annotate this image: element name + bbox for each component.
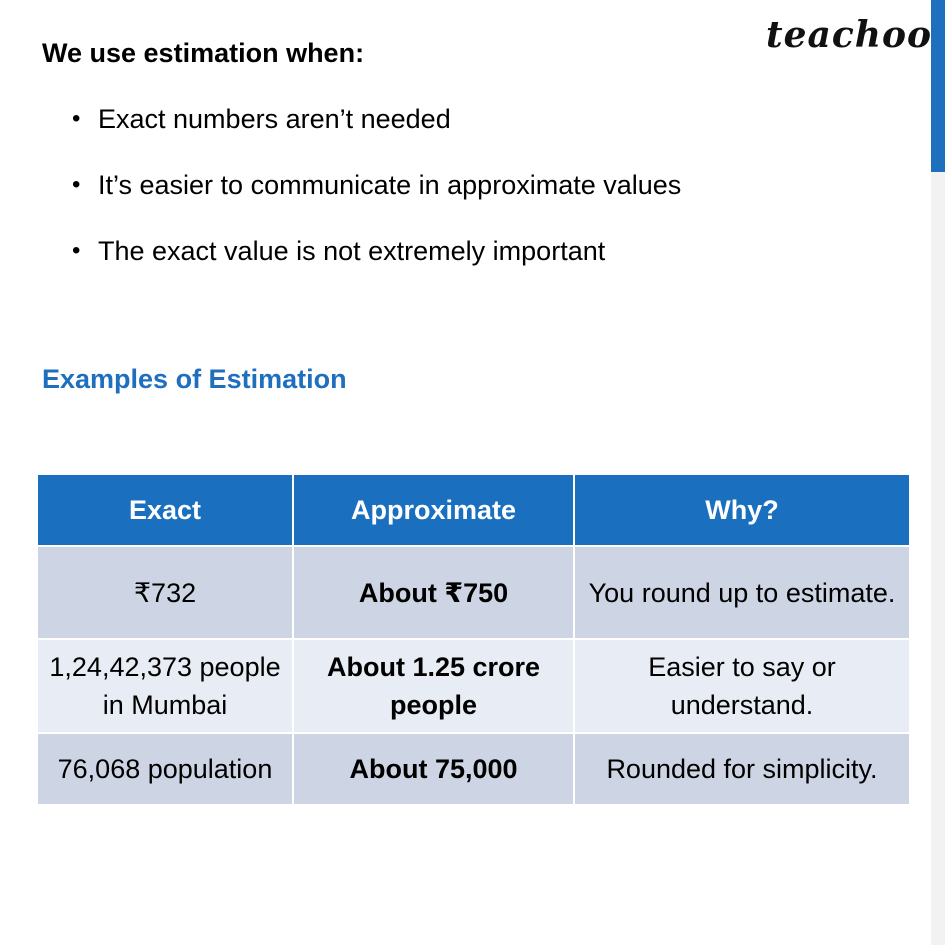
bullet-item bbox=[70, 99, 681, 165]
bullet-text: It’s easier to communicate in approximate values bbox=[98, 170, 682, 200]
page-heading: We use estimation when: bbox=[42, 38, 365, 68]
bullet-item bbox=[70, 165, 681, 231]
bullet-list bbox=[70, 99, 681, 297]
column-header-approximate: Approximate bbox=[293, 474, 574, 546]
cell-why: You round up to estimate. bbox=[574, 546, 910, 639]
bullet-dot-icon: • bbox=[72, 171, 81, 198]
teachoo-logo: teachoo bbox=[766, 14, 932, 56]
cell-why: Rounded for simplicity. bbox=[574, 733, 910, 805]
column-header-why: Why? bbox=[574, 474, 910, 546]
cell-approximate: About 75,000 bbox=[293, 733, 574, 805]
side-accent-bar bbox=[931, 0, 945, 172]
bullet-text: The exact value is not extremely important bbox=[98, 236, 606, 266]
bullet-text: Exact numbers aren’t needed bbox=[98, 104, 451, 134]
cell-approximate: About 1.25 crore people bbox=[293, 639, 574, 733]
estimation-table bbox=[36, 473, 911, 806]
table-row bbox=[37, 639, 910, 733]
column-header-exact: Exact bbox=[37, 474, 293, 546]
bullet-dot-icon: • bbox=[72, 105, 81, 132]
table-row bbox=[37, 546, 910, 639]
table-row bbox=[37, 733, 910, 805]
cell-approximate: About ₹750 bbox=[293, 546, 574, 639]
cell-exact: 76,068 population bbox=[37, 733, 293, 805]
table-header-row bbox=[37, 474, 910, 546]
bullet-dot-icon: • bbox=[72, 237, 81, 264]
examples-subheading: Examples of Estimation bbox=[42, 364, 347, 394]
cell-exact: ₹732 bbox=[37, 546, 293, 639]
bullet-item bbox=[70, 231, 681, 297]
cell-why: Easier to say or understand. bbox=[574, 639, 910, 733]
cell-exact: 1,24,42,373 people in Mumbai bbox=[37, 639, 293, 733]
